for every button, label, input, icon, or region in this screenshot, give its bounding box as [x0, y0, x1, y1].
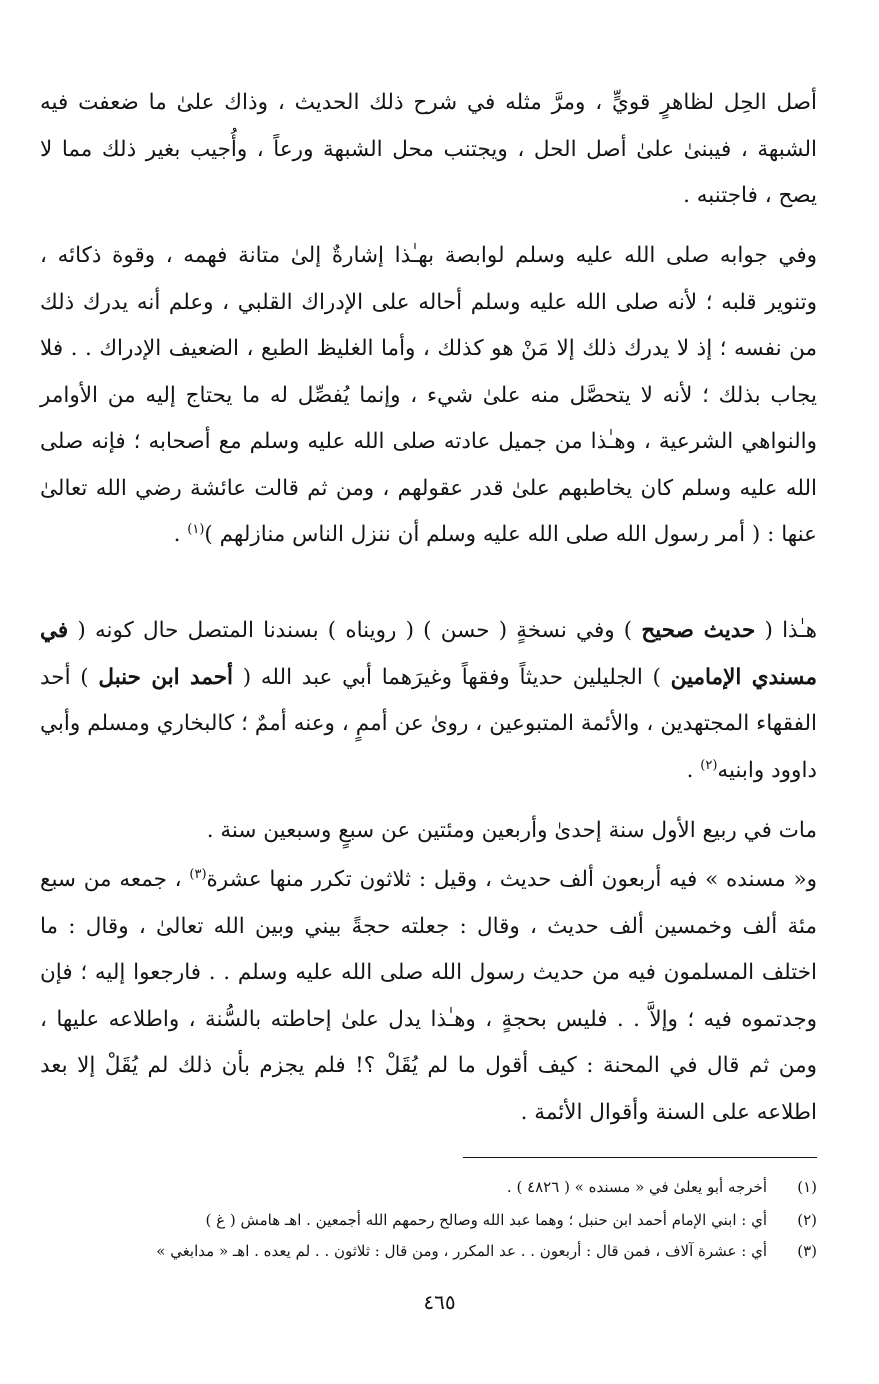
paragraph-2-end: . [173, 522, 188, 547]
paragraph-5 [40, 857, 817, 1136]
bold-phrase-hadith-sahih: حديث صحيح [641, 618, 756, 643]
footnote-2-number: (٢) [797, 1211, 817, 1229]
footnote-ref-1: (١) [187, 521, 205, 537]
footnote-2 [40, 1209, 817, 1231]
footnote-3-number: (٣) [797, 1242, 817, 1260]
paragraph-1-text: أصل الحِل لظاهرٍ قويٍّ ، ومرَّ مثله في شرح ذلك الحديث ، وذاك علىٰ ما ضعفت فيه الشبهة ، فيبنىٰ علىٰ أصل الحل ، ويجتنب محل الشبهة ورعاً ، وأُجيب بغير ذلك مما لا يصح ، فاجتنبه . [40, 90, 817, 208]
footnote-1 [40, 1176, 817, 1198]
paragraph-2-text: وفي جوابه صلى الله عليه وسلم لوابصة بهـٰذا إشارةٌ إلىٰ متانة فهمه ، وقوة ذكائه ، وتنوير قلبه ؛ لأنه صلى الله عليه وسلم أحاله على الإدراك القلبي ، وعلم أنه يدرك ذلك من نفسه ؛ إذ لا يدرك ذلك إلا مَنْ هو كذلك ، وأما الغليظ الطبع ، الضعيف الإدراك . . فلا يجاب بذلك ؛ لأنه لا يتحصَّل منه علىٰ شيء ، وإنما يُفصِّل له ما يحتاج إليه من الأوامر والنواهي الشرعية ، وهـٰذا من جميل عادته صلى الله عليه وسلم مع أصحابه ؛ فإنه صلى الله عليه وسلم كان يخاطبهم علىٰ قدر عقولهم ، ومن ثم قالت عائشة رضي الله تعالىٰ عنها : ( أمر رسول الله صلى الله عليه وسلم أن ننزل الناس منازلهم ) [40, 243, 817, 547]
paragraph-4 [40, 808, 817, 855]
paragraph-3-text-g: ) أحد الفقهاء المجتهدين ، والأئمة المتبوعين ، روىٰ عن أممٍ ، وعنه أممٌ ؛ كالبخاري ومسلم وأبي داوود وابنيه [40, 664, 817, 783]
paragraph-5-text-b: ، جمعه من سبع مئة ألف وخمسين ألف حديث ، وقال : جعلته حجةً بيني وبين الله تعالىٰ ، وقال : ما اختلف المسلمون فيه من حديث رسول الله صلى الله عليه وسلم . . فارجعوا إليه ؛ فإن وجدتموه فيه ؛ وإلاَّ . . فليس بحجةٍ ، وهـٰذا يدل علىٰ إحاطته بالسُّنة ، واطلاعه عليها ، ومن ثم قال في المحنة : كيف أقول ما لم يُقَلْ ؟! فلم يجزم بأن ذلك لم يُقَلْ إلا بعد اطلاعه على السنة وأقوال الأئمة . [40, 867, 817, 1125]
paragraph-3-end: . [686, 757, 701, 783]
footnote-3 [40, 1240, 817, 1262]
footnote-2-text: أي : ابني الإمام أحمد ابن حنبل ؛ وهما عبد الله وصالح رحمهم الله أجمعين . اهـ هامش ( غ ) [205, 1211, 767, 1229]
paragraph-1 [40, 80, 817, 220]
bold-phrase-musnadi-imamayn: في مسندي الإمامين [40, 618, 817, 690]
paragraph-2 [40, 233, 817, 559]
paragraph-3-text-e: ) الجليلين حديثاً وفقهاً وغيرَهما أبي عبد الله ( [233, 664, 671, 690]
footnote-3-text: أي : عشرة آلاف ، فمن قال : أربعون . . عد المكرر ، ومن قال : ثلاثون . . لم يعده . اهـ « مدابغي » [156, 1242, 767, 1260]
paragraph-3 [40, 608, 817, 794]
footnote-ref-3: (٣) [189, 866, 207, 882]
paragraph-3-text-a: هـٰذا ( [755, 618, 817, 643]
paragraph-5-text-a: و« مسنده » فيه أربعون ألف حديث ، وقيل : ثلاثون تكرر منها عشرة [206, 867, 817, 892]
footnote-1-number: (١) [797, 1178, 817, 1196]
footnote-separator [463, 1157, 817, 1158]
paragraph-3-text-c: ) وفي نسخةٍ ( حسن ) ( رويناه ) بسندنا المتصل حال كونه ( [68, 618, 642, 643]
page-number: ٤٦٥ [423, 1290, 456, 1314]
footnote-1-text: أخرجه أبو يعلىٰ في « مسنده » ( ٤٨٢٦ ) . [506, 1178, 767, 1196]
footnote-ref-2: (٢) [700, 757, 718, 773]
bold-phrase-ahmad-ibn-hanbal: أحمد ابن حنبل [98, 664, 234, 690]
paragraph-4-text: مات في ربيع الأول سنة إحدىٰ وأربعين ومئتين عن سبعٍ وسبعين سنة . [206, 818, 817, 843]
